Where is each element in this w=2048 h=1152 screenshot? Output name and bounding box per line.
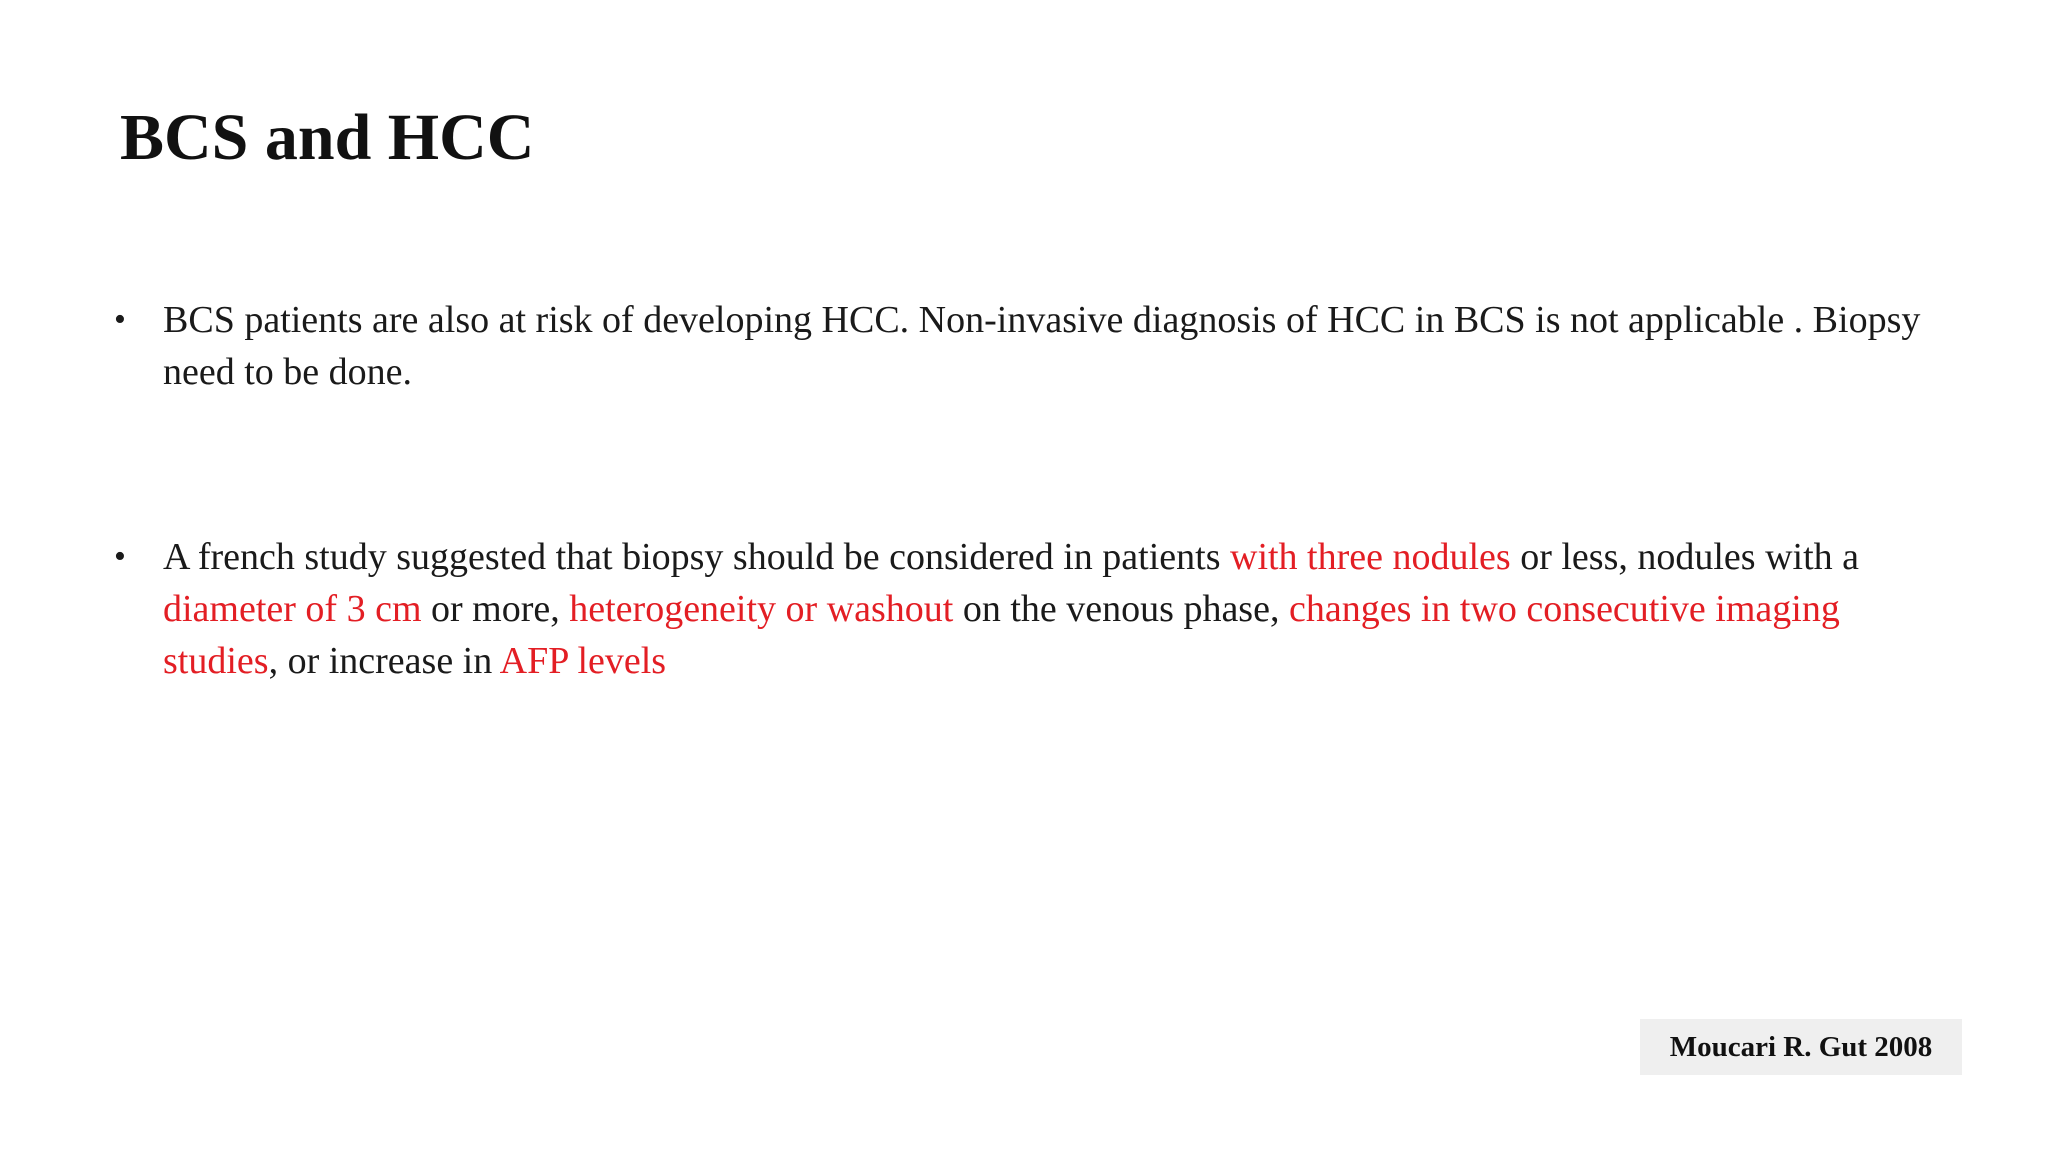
highlighted-criterion: heterogeneity or washout xyxy=(569,588,954,630)
citation-box xyxy=(1640,1019,1962,1075)
bullet-marker: • xyxy=(114,301,126,338)
bullet-text-segment: , or increase in xyxy=(268,640,500,682)
bullet-text-segment: or less, nodules with a xyxy=(1510,536,1860,578)
bullet-text xyxy=(163,531,1954,687)
slide-title: BCS and HCC xyxy=(120,101,535,174)
bullet-item xyxy=(114,531,1954,687)
bullet-text-segment: BCS patients are also at risk of developing HCC. Non-invasive diagnosis of HCC in BCS is not applicable . Biopsy need to be done. xyxy=(163,299,1921,393)
bullet-text-segment: A french study suggested that biopsy should be considered in patients xyxy=(163,536,1230,578)
highlighted-criterion: AFP levels xyxy=(499,640,667,682)
highlighted-criterion: diameter of 3 cm xyxy=(163,588,422,630)
citation-text: Moucari R. Gut 2008 xyxy=(1669,1030,1933,1063)
bullet-text-segment: or more, xyxy=(421,588,570,630)
bullet-marker: • xyxy=(114,538,126,575)
bullet-text xyxy=(163,294,1954,398)
bullet-item xyxy=(114,294,1954,398)
bullet-text-segment: on the venous phase, xyxy=(953,588,1289,630)
highlighted-criterion: with three nodules xyxy=(1230,536,1511,578)
highlighted-criterion: changes in two consecutive imaging studies xyxy=(163,588,1840,682)
